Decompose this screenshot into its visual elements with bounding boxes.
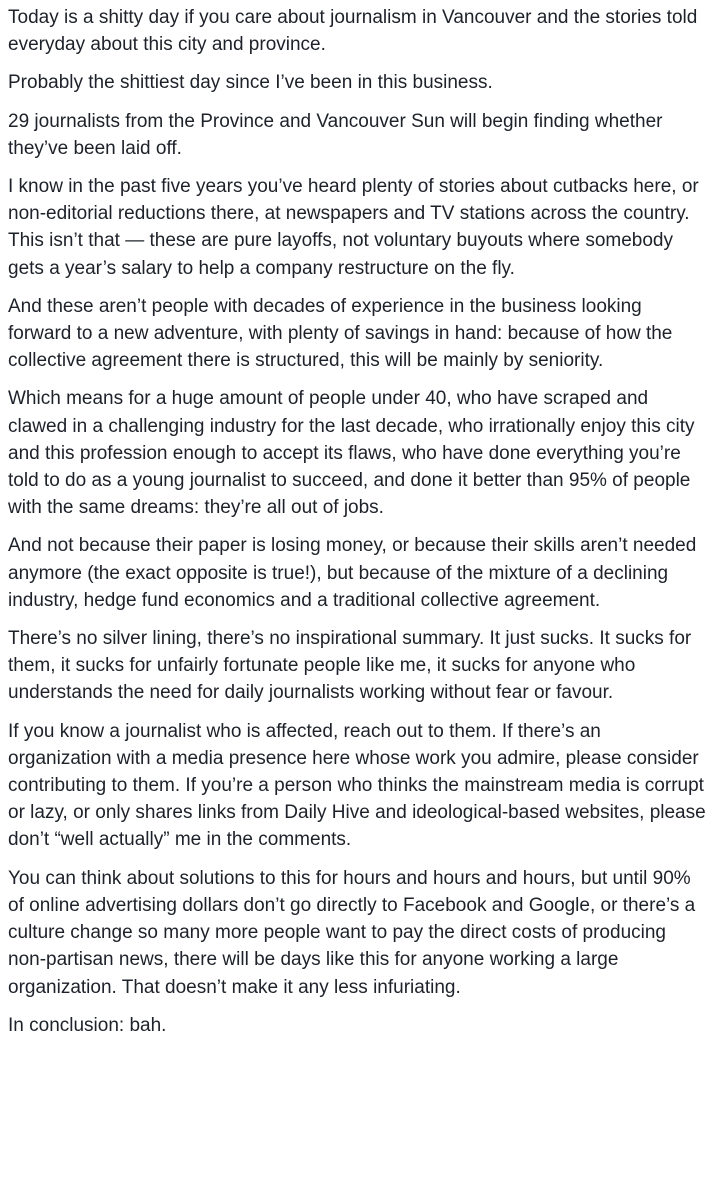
post-paragraph: And not because their paper is losing money, or because their skills aren’t needed anymore (the exact opposite is true!), but because of the mixture of a declining industry, hedge fund economics and a traditional collective agreement. <box>8 535 697 611</box>
post-paragraph: If you know a journalist who is affected, reach out to them. If there’s an organization with a media presence here whose work you admire, please consider contributing to them. If you’re a person who thinks the mainstream media is corrupt or lazy, or only shares links from Daily Hive and ideological-based websites, please don’t “well actually” me in the comments. <box>8 720 706 851</box>
post-paragraph: In conclusion: bah. <box>8 1014 167 1036</box>
post-paragraph: I know in the past five years you’ve heard plenty of stories about cutbacks here, or non-editorial reductions there, at newspapers and TV stations across the country. This isn’t that — these are pure layoffs, not voluntary buyouts where somebody gets a year’s salary to help a company restructure on the fly. <box>8 176 699 279</box>
post-paragraph: Which means for a huge amount of people under 40, who have scraped and clawed in a challenging industry for the last decade, who irrationally enjoy this city and this profession enough to accept its flaws, who have done everything you’re told to do as a young journalist to succeed, and done it better than 95% of people with the same dreams: they’re all out of jobs. <box>8 388 695 519</box>
post-paragraph: And these aren’t people with decades of experience in the business looking forward to a new adventure, with plenty of savings in hand: because of how the collective agreement there is structured, this will be mainly by seniority. <box>8 295 673 372</box>
post-paragraph: Probably the shittiest day since I’ve been in this business. <box>8 72 493 94</box>
post-paragraph: Today is a shitty day if you care about journalism in Vancouver and the stories told everyday about this city and province. <box>8 7 698 56</box>
post-paragraph: You can think about solutions to this for hours and hours and hours, but until 90% of online advertising dollars don’t go directly to Facebook and Google, or there’s a culture change so many more people want to pay the direct costs of producing non-partisan news, there will be days like this for anyone working a large organization. That doesn’t make it any less infuriating. <box>8 867 696 998</box>
post-paragraph: There’s no silver lining, there’s no inspirational summary. It just sucks. It sucks for them, it sucks for unfairly fortunate people like me, it sucks for anyone who understands the need for daily journalists working without fear or favour. <box>8 628 692 704</box>
post-paragraph: 29 journalists from the Province and Vancouver Sun will begin finding whether they’ve been laid off. <box>8 110 663 159</box>
